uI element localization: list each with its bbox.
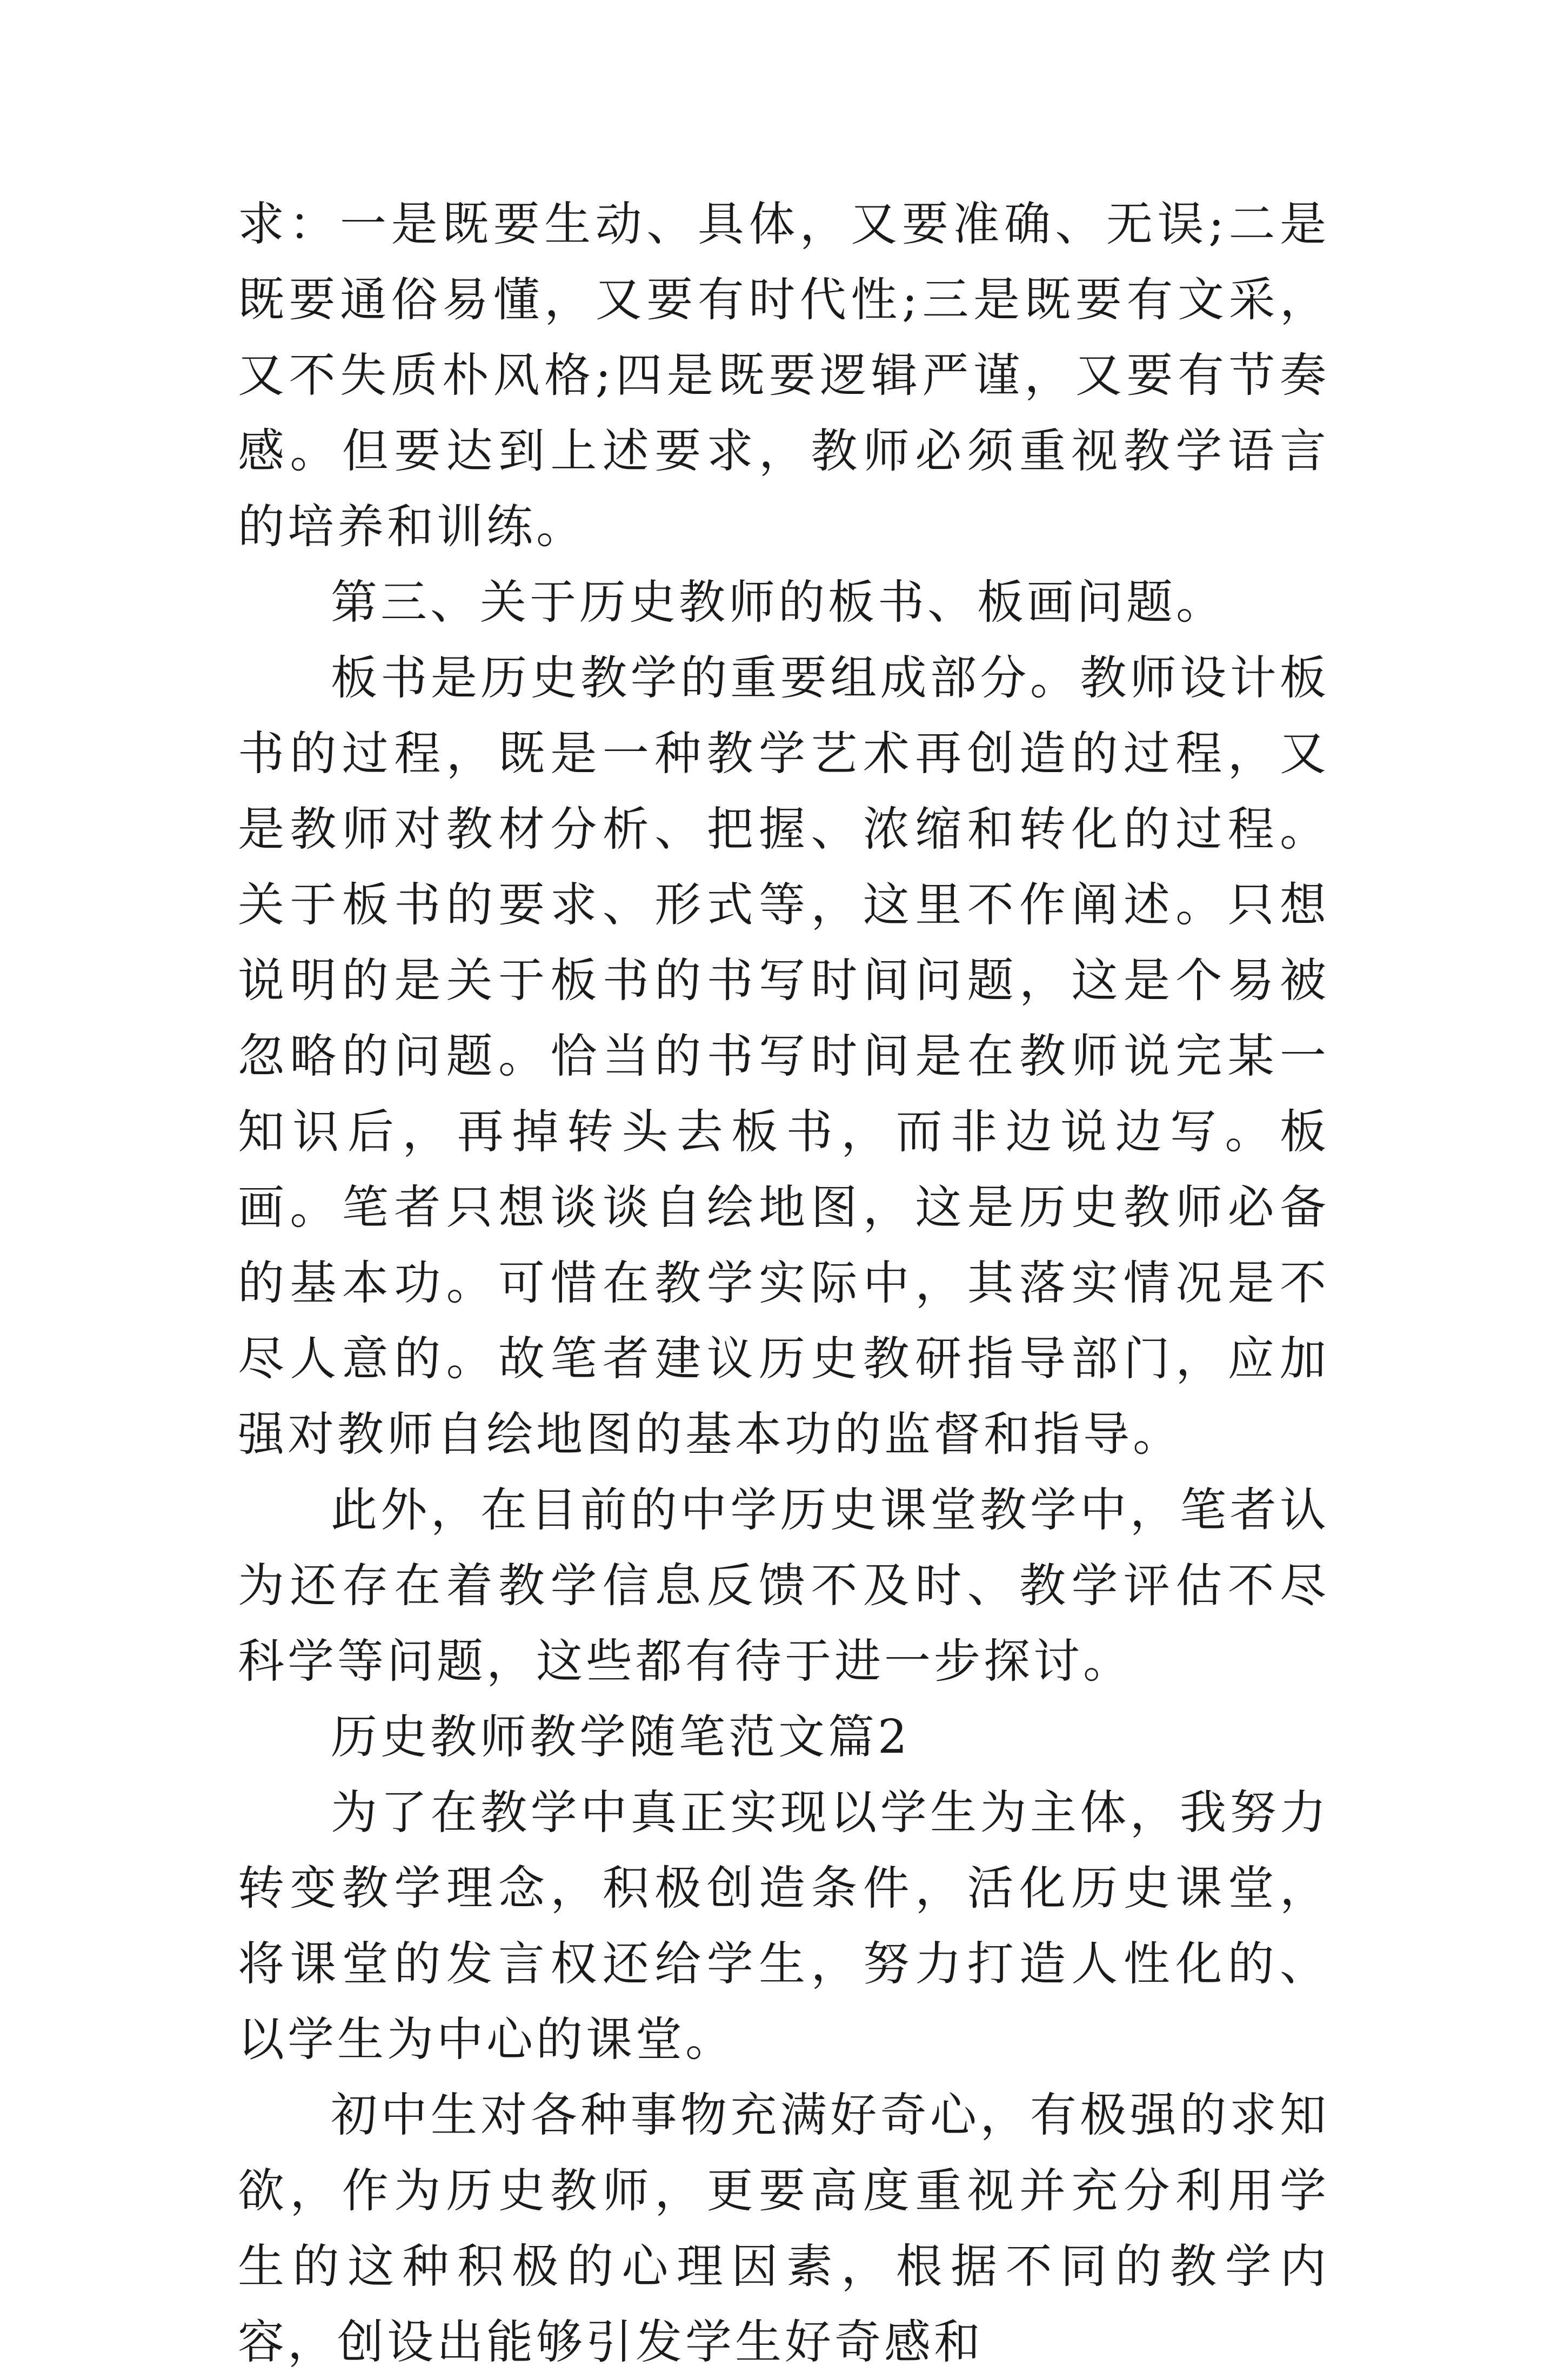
paragraph-student-centered: 为了在教学中真正实现以学生为主体，我努力转变教学理念，积极创造条件，活化历史课堂，将课堂的发言权还给学生，努力打造人性化的、以学生为中心的课堂。 (238, 1786, 1329, 2067)
article-title-2: 历史教师教学随笔范文篇2 (331, 1710, 911, 1764)
document-body (238, 186, 1329, 2380)
paragraph-curiosity: 初中生对各种事物充满好奇心，有极强的求知欲，作为历史教师，更要高度重视并充分利用学生的这种积极的心理因素，根据不同的教学内容，创设出能够引发学生好奇感和 (238, 2088, 1329, 2369)
paragraph-1: 求：一是既要生动、具体，又要准确、无误;二是既要通俗易懂，又要有时代性;三是既要有文采，又不失质朴风格;四是既要逻辑严谨，又要有节奏感。但要达到上述要求，教师必须重视教学语言的培养和训练。 (238, 197, 1329, 554)
section-heading-three: 第三、关于历史教师的板书、板画问题。 (331, 575, 1226, 629)
paragraph-blackboard: 板书是历史教学的重要组成部分。教师设计板书的过程，既是一种教学艺术再创造的过程，又是教师对教材分析、把握、浓缩和转化的过程。关于板书的要求、形式等，这里不作阐述。只想说明的是关于板书的书写时间问题，这是个易被忽略的问题。恰当的书写时间是在教师说完某一知识后，再掉转头去板书，而非边说边写。板画。笔者只想谈谈自绘地图，这是历史教师必备的基本功。可惜在教学实际中，其落实情况是不尽人意的。故笔者建议历史教研指导部门，应加强对教师自绘地图的基本功的监督和指导。 (238, 651, 1329, 1461)
paragraph-other-issues: 此外，在目前的中学历史课堂教学中，笔者认为还存在着教学信息反馈不及时、教学评估不尽科学等问题，这些都有待于进一步探讨。 (238, 1483, 1329, 1688)
